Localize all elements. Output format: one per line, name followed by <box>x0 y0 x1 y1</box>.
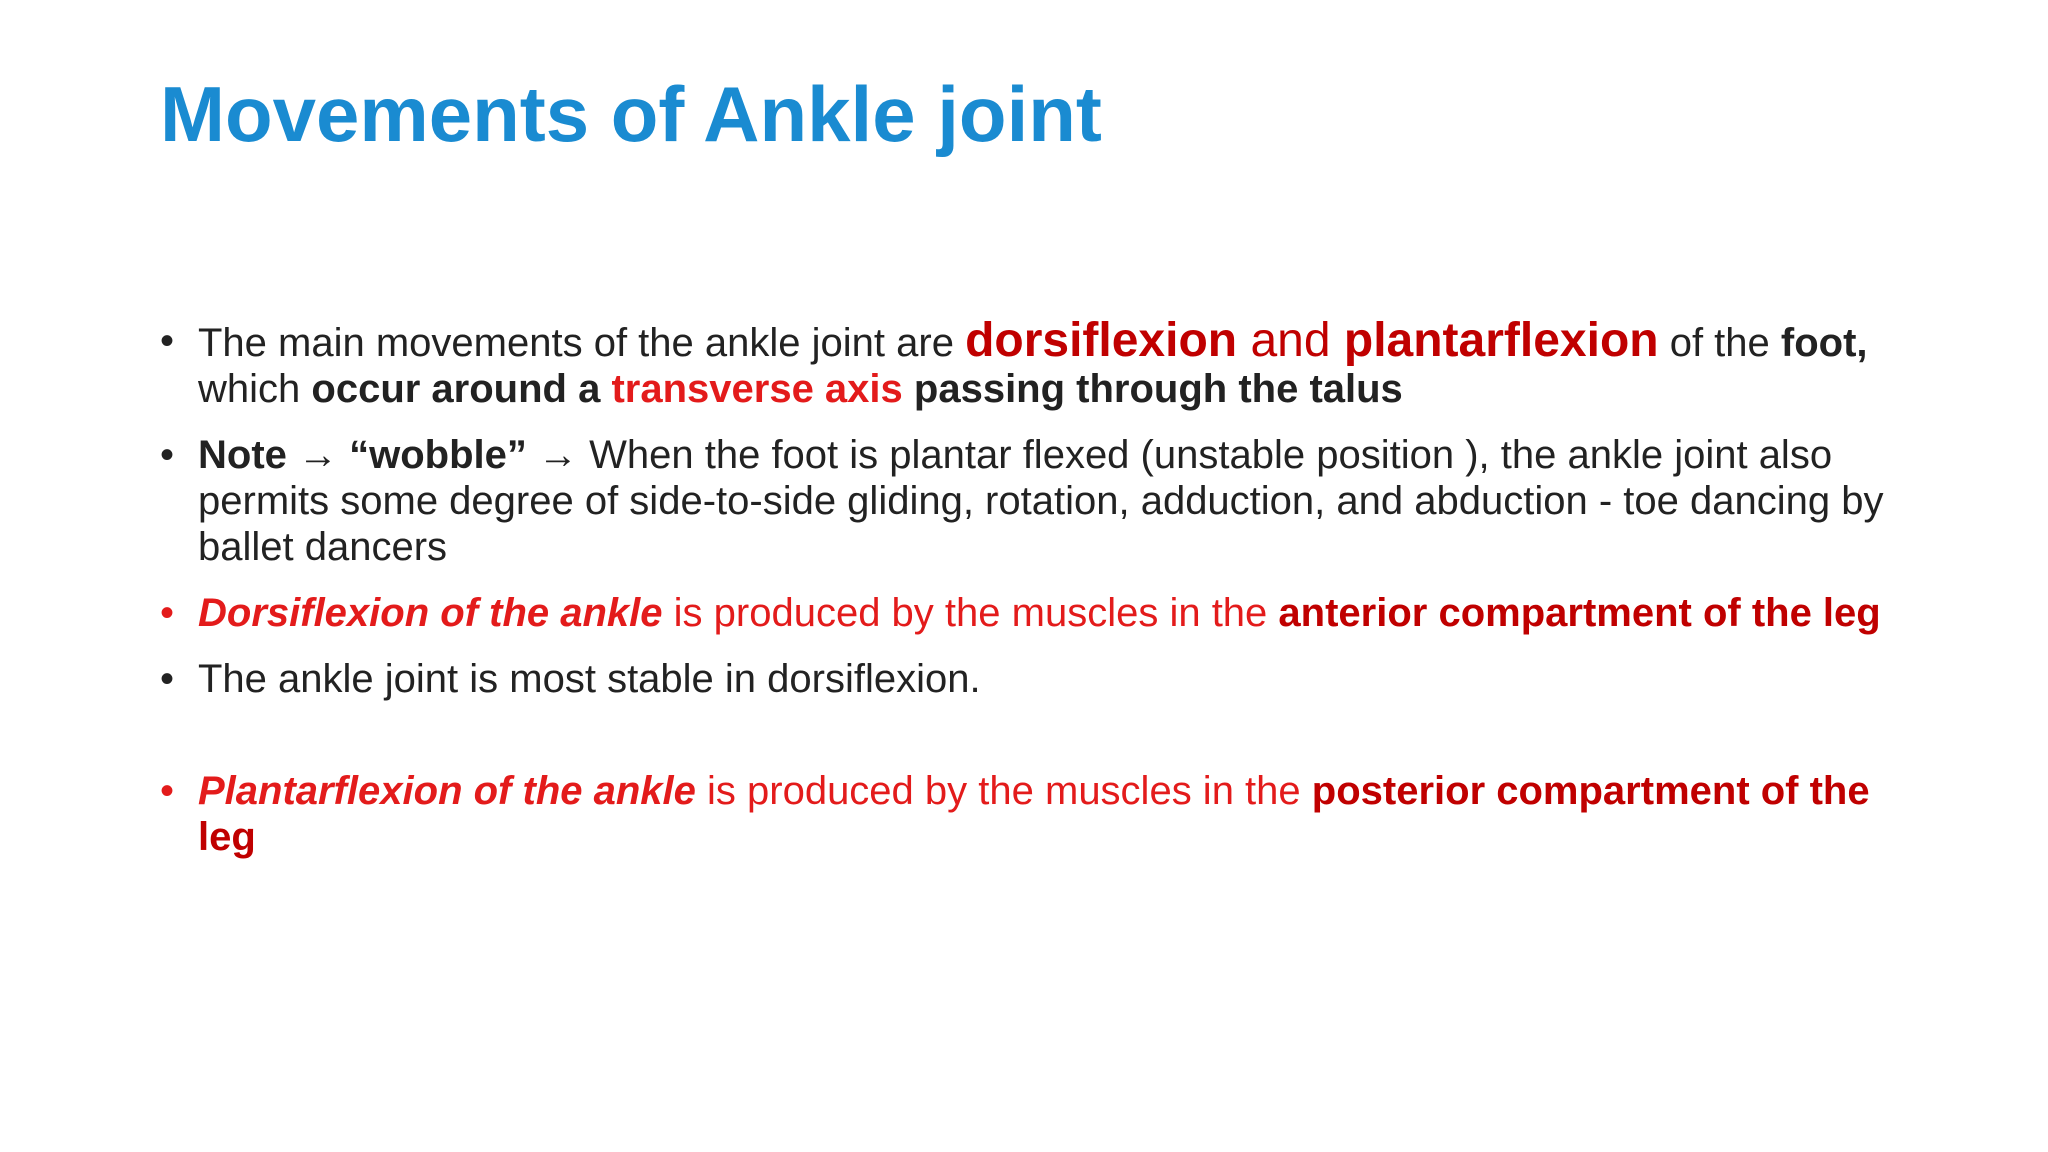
bullet-text: The main movements of the ankle joint are <box>198 321 966 365</box>
bullet-item <box>160 768 1930 860</box>
bullet-marker: • <box>160 657 175 701</box>
bullet-item <box>160 432 1930 570</box>
bullet-text: is produced by the muscles in the <box>662 591 1279 635</box>
bullet-item <box>160 590 1930 636</box>
bullet-text: passing through the talus <box>902 367 1403 411</box>
bullet-text: occur around a <box>311 367 612 411</box>
term-transverse-axis: transverse axis <box>611 367 903 411</box>
bullet-text: of the <box>1658 321 1781 365</box>
bullet-marker: • <box>160 591 175 635</box>
bullet-text: which <box>198 367 312 411</box>
bullet-marker: • <box>160 319 175 363</box>
bullet-text: is produced by the muscles in the <box>695 769 1312 813</box>
term-plantarflexion-of-ankle: Plantarflexion of the ankle <box>198 769 696 813</box>
bullet-text: The ankle joint is most stable in dorsiflexion. <box>198 657 981 701</box>
term-plantarflexion: plantarflexion <box>1343 314 1659 367</box>
note-label: Note → “wobble” <box>198 433 527 477</box>
term-posterior-compartment: posterior compartment of the leg <box>198 769 1870 859</box>
term-dorsiflexion: dorsiflexion <box>965 314 1238 367</box>
term-dorsiflexion-of-ankle: Dorsiflexion of the ankle <box>198 591 663 635</box>
slide-title: Movements of Ankle joint <box>160 70 1102 158</box>
bullet-item <box>160 314 1930 412</box>
bullet-text: and <box>1237 314 1344 367</box>
bullet-marker: • <box>160 769 175 813</box>
bullet-text: → When the foot is plantar flexed (unstable position ), the ankle joint also permits some degree of side-to-side gliding, rotation, adduction, and abduction - toe dancing by ballet dancers <box>198 433 1884 569</box>
bullet-text: foot, <box>1780 321 1868 365</box>
bullet-item <box>160 656 1930 702</box>
bullet-list <box>160 314 1930 880</box>
bullet-marker: • <box>160 433 175 477</box>
term-anterior-compartment: anterior compartment of the leg <box>1278 591 1881 635</box>
